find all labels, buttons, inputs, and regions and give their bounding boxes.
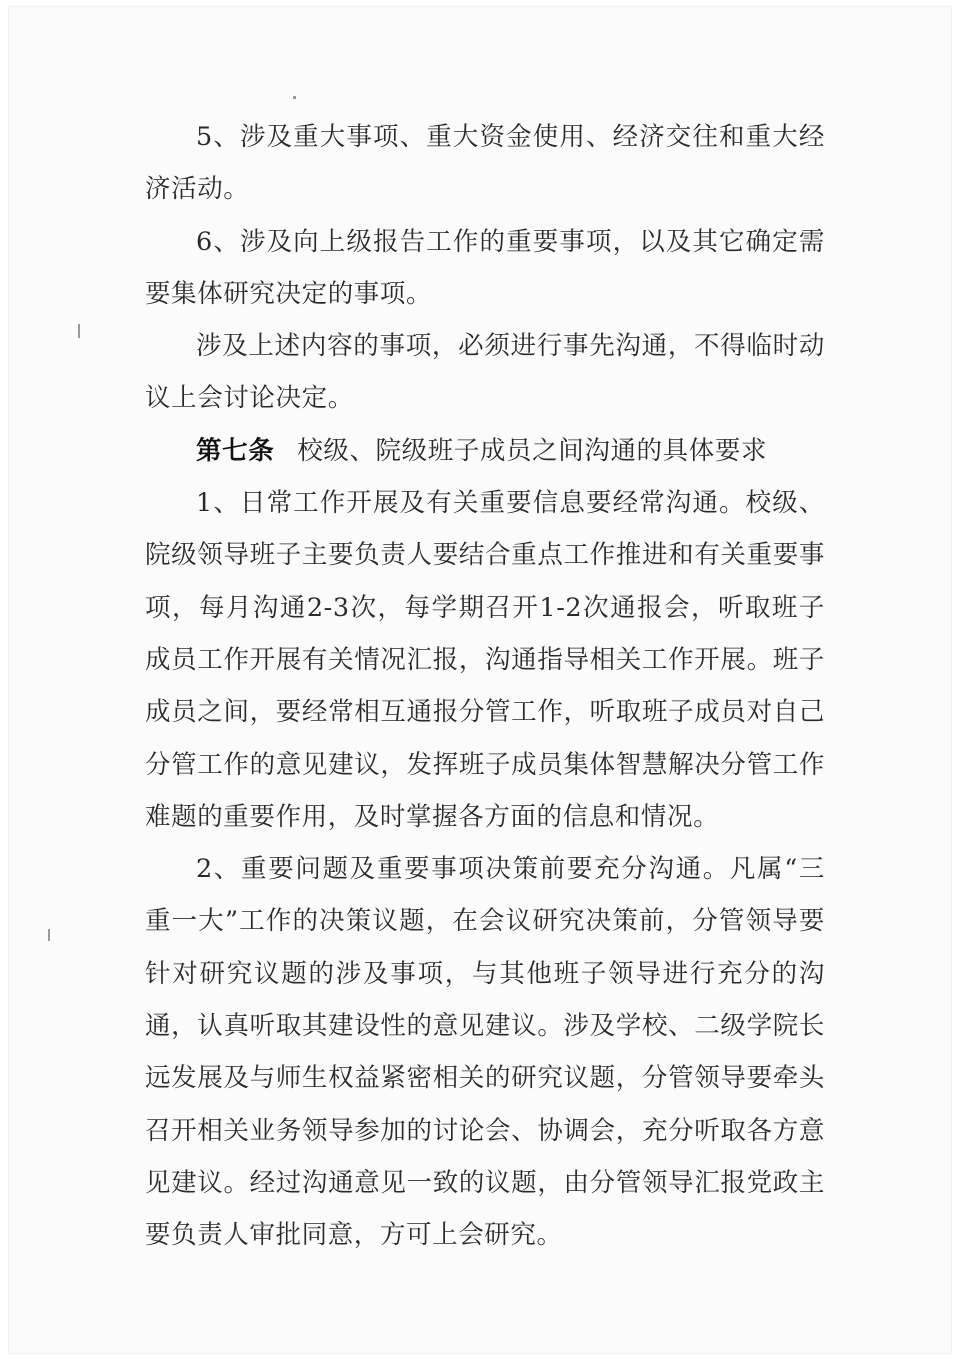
scan-mark xyxy=(48,929,50,941)
article-title: 校级、院级班子成员之间沟通的具体要求 xyxy=(297,435,768,466)
article-number: 第七条 xyxy=(196,435,275,466)
paragraph-item-6: 6、涉及向上级报告工作的重要事项，以及其它确定需要集体研究决定的事项。 xyxy=(145,226,825,309)
scan-mark xyxy=(293,96,296,99)
paragraph-decision-communication: 2、重要问题及重要事项决策前要充分沟通。凡属“三重一大”工作的决策议题，在会议研究决策前，分管领导要针对研究议题的涉及事项，与其他班子领导进行充分的沟通，认真听取其建设性的意见建议。涉及学校、二级学院长远发展及与师生权益紧密相关的研究议题，分管领导要牵头召开相关业务领导参加的讨论会、协调会，充分听取各方意见建议。经过沟通意见一致的议题，由分管领导汇报党政主要负责人审批同意，方可上会研究。 xyxy=(145,854,825,1251)
paragraph-item-5: 5、涉及重大事项、重大资金使用、经济交往和重大经济活动。 xyxy=(145,122,825,205)
scan-mark xyxy=(78,324,80,338)
paragraph-daily-communication: 1、日常工作开展及有关重要信息要经常沟通。校级、院级领导班子主要负责人要结合重点工作推进和有关重要事项，每月沟通2-3次，每学期召开1-2次通报会，听取班子成员工作开展有关情况汇报，沟通指导相关工作开展。班子成员之间，要经常相互通报分管工作，听取班子成员对自己分管工作的意见建议，发挥班子成员集体智慧解决分管工作难题的重要作用，及时掌握各方面的信息和情况。 xyxy=(145,488,825,832)
document-body xyxy=(145,111,825,1262)
article-seven-heading xyxy=(145,425,825,477)
paragraph-communication-rule: 涉及上述内容的事项，必须进行事先沟通，不得临时动议上会讨论决定。 xyxy=(145,331,825,414)
